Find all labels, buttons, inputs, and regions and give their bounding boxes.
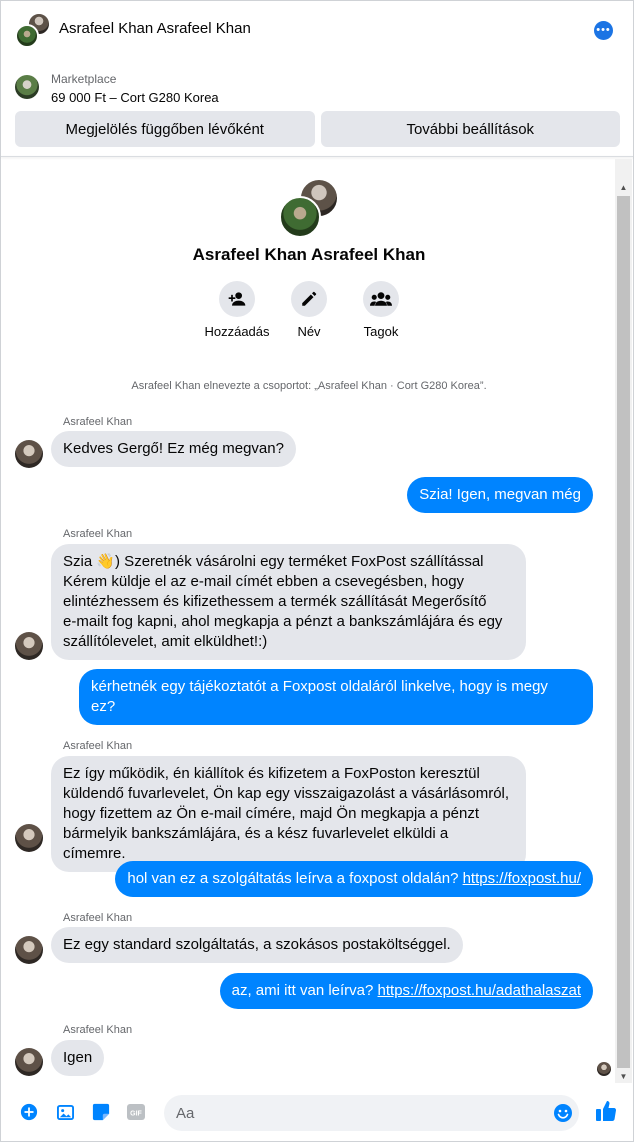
header-divider — [1, 156, 633, 157]
message-line: bármelyik bankszámlájára, és a kész fuvarlevelet elküldi a címemre. — [63, 825, 449, 862]
message-line: kérhetnék egy tájékoztatót a Foxpost oldaláról linkelve, hogy is megy — [91, 678, 548, 695]
message-incoming[interactable]: Kedves Gergő! Ez még megvan? — [51, 431, 296, 467]
message-line: elintézhessem és kifizethessem a termék szállítását Megerősítő — [63, 593, 487, 610]
chat-header — [1, 1, 633, 59]
message-input-container — [164, 1095, 579, 1131]
group-actions — [197, 281, 437, 341]
group-avatar-large — [279, 178, 341, 238]
image-icon[interactable] — [55, 1102, 75, 1122]
rename-label: Név — [297, 324, 321, 339]
message-link[interactable]: https://foxpost.hu/adathalaszat — [377, 982, 581, 999]
avatar[interactable] — [15, 632, 43, 660]
avatar[interactable] — [15, 440, 43, 468]
message-line: Kérem küldje el az e-mail címét ebben a csevegésben, hogy — [63, 573, 465, 590]
emoji-icon[interactable] — [553, 1103, 573, 1123]
listing-title: 69 000 Ft – Cort G280 Korea — [51, 90, 219, 105]
members-label: Tagok — [363, 324, 399, 339]
system-message: Asrafeel Khan elnevezte a csoportot: „Asrafeel Khan · Cort G280 Korea”. — [131, 380, 487, 392]
message-line: szállítólevelet, amit elküldhet!:) — [63, 633, 268, 650]
message-composer — [1, 1083, 633, 1141]
message-input[interactable] — [176, 1095, 546, 1131]
message-link[interactable]: https://foxpost.hu/ — [462, 870, 581, 887]
message-outgoing[interactable] — [220, 973, 593, 1009]
member-avatar — [279, 196, 321, 238]
message-text: hol van ez a szolgáltatás leírva a foxpost oldalán? — [127, 870, 463, 887]
message-outgoing[interactable] — [79, 669, 593, 725]
sender-name: Asrafeel Khan — [63, 912, 133, 924]
avatar[interactable] — [15, 1048, 43, 1076]
group-name: Asrafeel Khan Asrafeel Khan — [192, 245, 426, 264]
scroll-down-icon[interactable]: ▼ — [619, 1072, 628, 1081]
group-avatar[interactable] — [15, 12, 53, 48]
listing-actions — [15, 111, 620, 147]
message-line: küldendő fuvarlevelet, Ön kap egy visszaigazolást a vásárlásomról, — [63, 785, 510, 802]
listing-thumbnail — [15, 75, 39, 99]
rename-button[interactable] — [269, 281, 349, 339]
message-text: az, ami itt van leírva? — [231, 982, 378, 999]
members-button[interactable] — [341, 281, 421, 339]
sender-name: Asrafeel Khan — [63, 1024, 133, 1036]
sender-name: Asrafeel Khan — [63, 416, 133, 428]
message-incoming[interactable]: Igen — [51, 1040, 104, 1076]
sender-name: Asrafeel Khan — [63, 740, 133, 752]
message-incoming[interactable]: Ez egy standard szolgáltatás, a szokásos postaköltséggel. — [51, 927, 463, 963]
member-avatar — [15, 24, 39, 48]
marketplace-label: Marketplace — [51, 72, 117, 86]
scroll-up-icon[interactable]: ▲ — [619, 183, 628, 192]
gif-label: GIF — [130, 1110, 142, 1118]
message-outgoing[interactable] — [115, 861, 593, 897]
more-horizontal-icon[interactable]: ••• — [594, 21, 613, 40]
message-outgoing[interactable]: Szia! Igen, megvan még — [407, 477, 593, 513]
marketplace-listing[interactable] — [1, 59, 633, 109]
add-person-icon — [219, 281, 255, 317]
message-incoming[interactable] — [51, 544, 526, 660]
avatar[interactable] — [15, 824, 43, 852]
avatar[interactable] — [15, 936, 43, 964]
pencil-icon — [291, 281, 327, 317]
chat-title[interactable]: Asrafeel Khan Asrafeel Khan — [59, 20, 251, 37]
message-line: e-mailt fog kapni, ahol megkapja a pénzt a bankszámlájára és egy — [63, 613, 503, 630]
sticker-icon[interactable] — [91, 1102, 111, 1122]
message-incoming[interactable] — [51, 756, 526, 872]
gif-icon[interactable] — [126, 1102, 146, 1122]
message-line: Ez így működik, én kiállítok és kifizetem a FoxPoston keresztül — [63, 765, 480, 782]
people-icon — [363, 281, 399, 317]
add-member-button[interactable] — [197, 281, 277, 339]
plus-circle-icon[interactable] — [19, 1102, 39, 1122]
message-line: hogy fizettem az Ön e-mail címére, majd Ön megkapja a pénzt — [63, 805, 480, 822]
mark-pending-button[interactable]: Megjelölés függőben lévőként — [15, 111, 315, 147]
sender-name: Asrafeel Khan — [63, 528, 133, 540]
message-line: Szia 👋) Szeretnék vásárolni egy terméket FoxPost szállítással — [63, 553, 484, 570]
thumbs-up-icon[interactable] — [595, 1099, 617, 1123]
scrollbar-thumb[interactable] — [617, 196, 630, 1068]
add-member-label: Hozzáadás — [204, 324, 270, 339]
more-settings-button[interactable]: További beállítások — [321, 111, 621, 147]
message-line: ez? — [91, 698, 116, 715]
seen-indicator-avatar — [597, 1062, 611, 1076]
